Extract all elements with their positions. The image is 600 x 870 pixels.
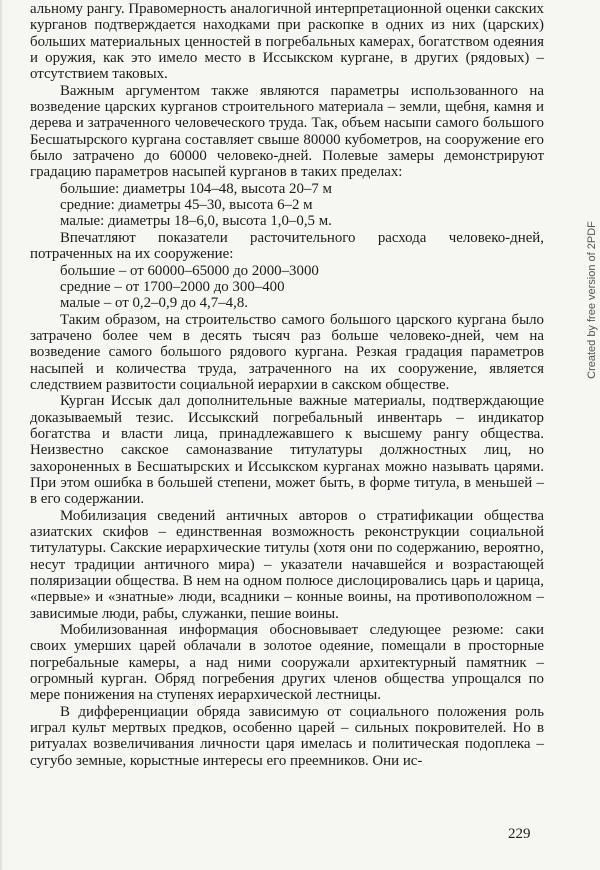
paragraph-ritual: В дифференциации обряда зависимую от социального положения роль играл культ мертвых предков, особенно царей – сильных покровителей. Но в ритуалах возвеличивания личности царя имелась и политическая подоплека – сугубо земные, корыстные интересы его преемников. Они ис- (30, 703, 544, 769)
paragraph-argument: Важным аргументом также являются параметры использованного на возведение царских курганов строительного материала – земли, щебня, камня и дерева и затраченного человеческого труда. Так, объем насыпи самого большого Бесшатырского кургана составляет свыше 80000 кубометров, на сооружение его было затрачено до 60000 человеко-дней. Полевые замеры демонстрируют градацию параметров насыпей курганов в таких пределах: (30, 82, 544, 181)
mound-size-list (30, 181, 544, 230)
paragraph-summary: Мобилизованная информация обосновывает следующее резюме: саки своих умерших царей облачали в золотое одеяние, помещали в просторные погребальные камеры, а над ними сооружали архитектурный памятник – огромный курган. Обряд погребения других членов общества упрощался по мере понижения на ступенях иерархической лестницы. (30, 622, 544, 704)
list-item: средние: диаметры 45–30, высота 6–2 м (60, 197, 313, 214)
list-item: малые – от 0,2–0,9 до 4,7–4,8. (60, 295, 249, 312)
labor-list (30, 263, 544, 312)
scan-edge-shadow (0, 0, 3, 870)
list-item: малые: диаметры 18–6,0, высота 1,0–0,5 м. (60, 213, 332, 230)
paragraph-issyk: Курган Иссык дал дополнительные важные материалы, подтверждающие доказываемый тезис. Иссыкский погребальный инвентарь – индикатор богатства и власти лица, принадлежавшего к высшему рангу общества. Неизвестно сакское самоназвание титулатуры должностных лиц, но захороненных в Бесшатырских и Иссыкском курганах можно называть царями. При этом ошибка в большей степени, может быть, в форме титула, в меньшей – в его содержании. (30, 393, 544, 508)
paragraph-conclusion: Таким образом, на строительство самого большого царского кургана было затрачено более чем в десять тысяч раз больше человеко-дней, чем на возведение самого большого рядового кургана. Резкая градация параметров насыпей и количества труда, затраченного на их сооружение, является следствием развитости социальной иерархии в сакском обществе. (30, 311, 544, 393)
paragraph-continuation: альному рангу. Правомерность аналогичной интерпретационной оценки сакских курганов подтверждается находками при раскопке в одних из них (царских) больших материальных ценностей в погребальных камерах, богатством одеяния и оружия, как это имело место в Иссыкском кургане, в других (рядовых) – отсутствием таковых. (30, 1, 544, 83)
page-number: 229 (508, 826, 531, 842)
list-item: большие – от 60000–65000 до 2000–3000 (60, 262, 319, 279)
watermark: Created by free version of 2PDF (586, 221, 598, 379)
list-item: большие: диаметры 104–48, высота 20–7 м (60, 180, 332, 197)
paragraph-labor-intro: Впечатляют показатели расточительного расхода человеко-дней, потраченных на их сооружение: (30, 229, 544, 263)
list-item: средние – от 1700–2000 до 300–400 (60, 278, 285, 295)
page-body (30, 1, 544, 769)
paragraph-ancient-authors: Мобилизация сведений античных авторов о стратификации общества азиатских скифов – единственная возможность реконструкции социальной титулатуры. Сакские иерархические титулы (хотя они по содержанию, вероятно, несут традиции античного мира) – указатели начавшейся и возрастающей поляризации общества. В нем на одном полюсе дислоцировались царь и царица, «первые» и «знатные» люди, всадники – конные воины, на противоположном – зависимые люди, рабы, служанки, пешие воины. (30, 507, 544, 622)
